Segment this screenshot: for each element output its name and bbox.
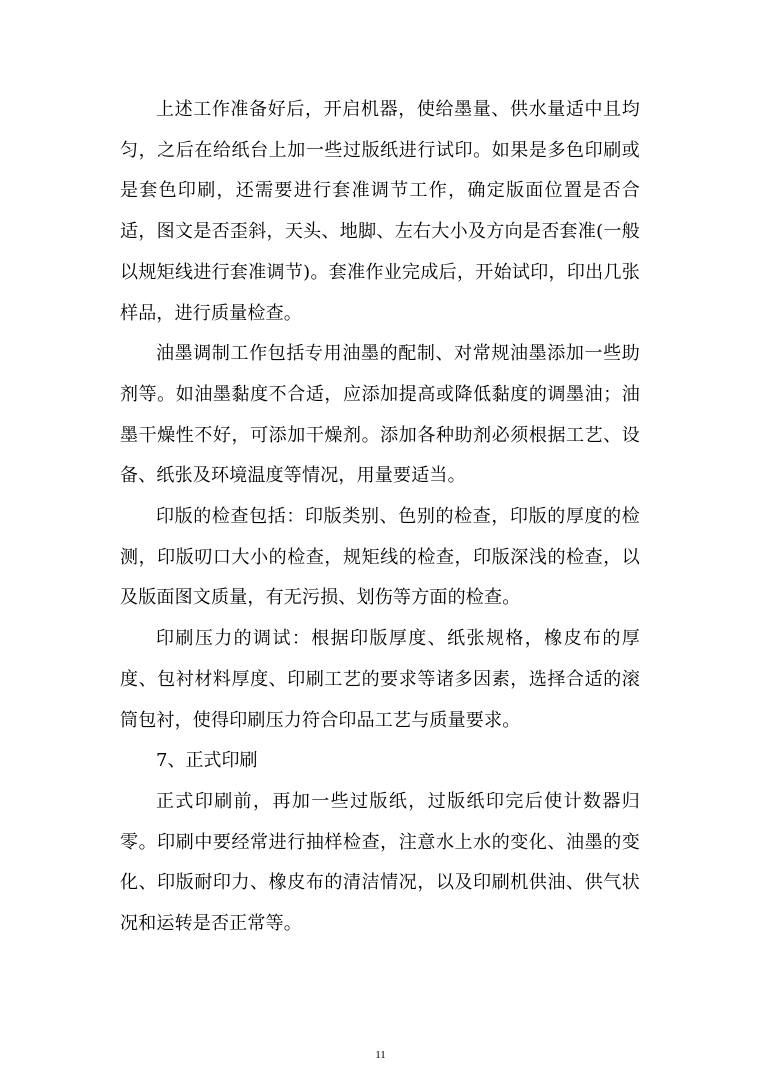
document-body (120, 90, 640, 945)
paragraph-ink-preparation: 油墨调制工作包括专用油墨的配制、对常规油墨添加一些助剂等。如油墨黏度不合适，应添加提高或降低黏度的调墨油；油墨干燥性不好，可添加干燥剂。添加各种助剂必须根据工艺、设备、纸张及环境温度等情况，用量要适当。 (120, 343, 640, 487)
paragraph-pressure-adjustment: 印刷压力的调试：根据印版厚度、纸张规格，橡皮布的厚度、包衬材料厚度、印刷工艺的要求等诸多因素，选择合适的滚筒包衬，使得印刷压力符合印品工艺与质量要求。 (120, 628, 640, 731)
section-heading: 7、正式印刷 (156, 750, 258, 772)
page-number: 11 (375, 1049, 386, 1061)
paragraph-formal-printing: 正式印刷前，再加一些过版纸，过版纸印完后使计数器归零。印刷中要经常进行抽样检查，注意水上水的变化、油墨的变化、印版耐印力、橡皮布的清洁情况，以及印刷机供油、供气状况和运转是否正常等。 (120, 790, 640, 935)
paragraph-trial-printing: 上述工作准备好后，开启机器，使给墨量、供水量适中且均匀，之后在给纸台上加一些过版纸进行试印。如果是多色印刷或是套色印刷，还需要进行套准调节工作，确定版面位置是否合适，图文是否歪斜，天头、地脚、左右大小及方向是否套准(一般以规矩线进行套准调节)。套准作业完成后，开始试印，印出几张样品，进行质量检查。 (120, 99, 640, 324)
paragraph-plate-inspection: 印版的检查包括：印版类别、色别的检查，印版的厚度的检测，印版叨口大小的检查，规矩线的检查，印版深浅的检查，以及版面图文质量，有无污损、划伤等方面的检查。 (120, 506, 640, 609)
